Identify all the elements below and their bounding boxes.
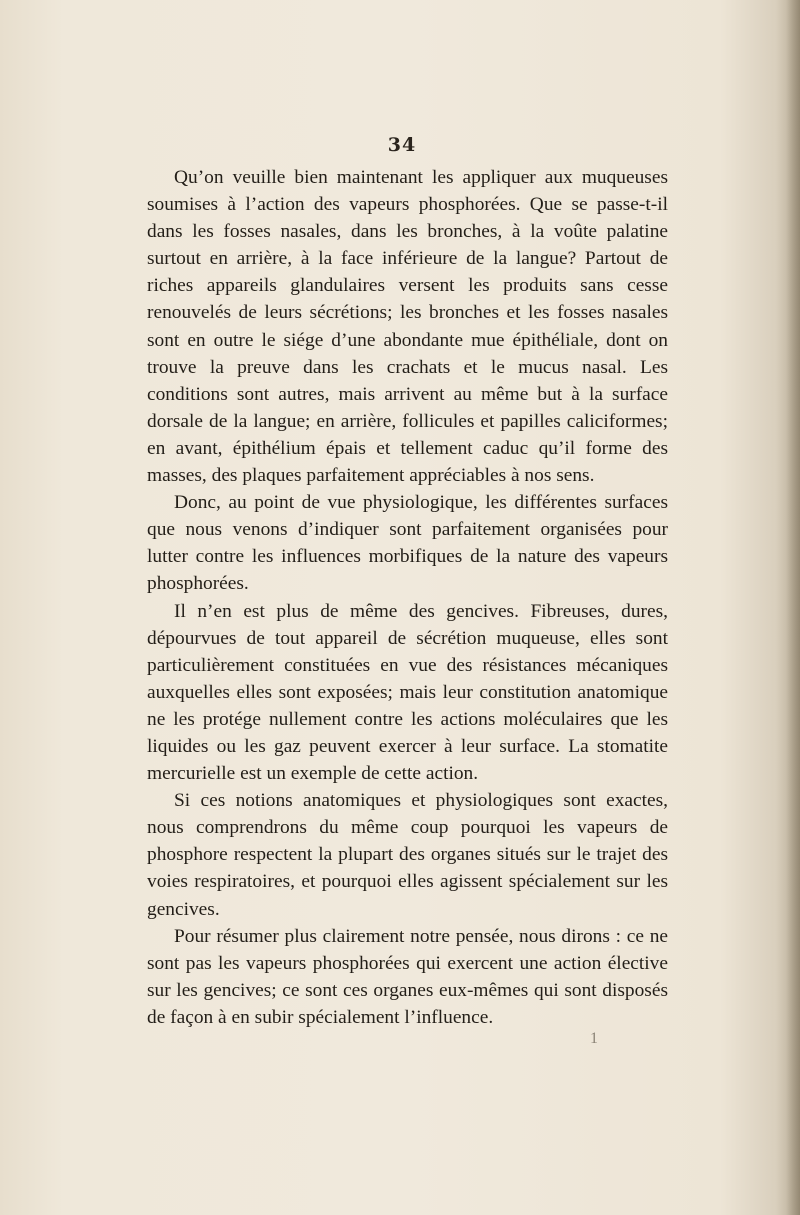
footer-mark: 1 bbox=[590, 1030, 598, 1047]
body-text bbox=[147, 164, 668, 1031]
paragraph-2: Donc, au point de vue physiologique, les différentes surfaces que nous venons d’indiquer sont parfaitement organisées pour lutter contre les influences morbifiques de la nature des vapeurs phosphorées. bbox=[147, 492, 668, 595]
paragraph-5: Pour résumer plus clairement notre pensée, nous dirons : ce ne sont pas les vapeurs phosphorées qui exercent une action élective sur les gencives; ce sont ces organes eux-mêmes qui sont disposés de façon à en subir spécialement l’influence. bbox=[147, 925, 668, 1028]
page-number: 34 bbox=[387, 134, 417, 156]
paragraph-1: Qu’on veuille bien maintenant les appliquer aux muqueuses soumises à l’action des vapeurs phosphorées. Que se passe-t-il dans les fosses nasales, dans les bronches, à la voûte palatine surtout en arrière, à la face inférieure de la langue? Partout de riches appareils glandulaires versent les produits sans cesse renouvelés de leurs sécrétions; les bronches et les fosses nasales sont en outre le siége d’une abondante mue épithéliale, dont on trouve la preuve dans les crachats et le mucus nasal. Les conditions sont autres, mais arrivent au même but à la surface dorsale de la langue; en arrière, follicules et papilles caliciformes; en avant, épithélium épais et tellement caduc qu’il forme des masses, des plaques parfaitement appréciables à nos sens. bbox=[147, 167, 668, 487]
paragraph-4: Si ces notions anatomiques et physiologiques sont exactes, nous comprendrons du même coup pourquoi les vapeurs de phosphore respectent la plupart des organes situés sur le trajet des voies respiratoires, et pourquoi elles agissent spécialement sur les gencives. bbox=[147, 790, 668, 920]
paragraph-3: Il n’en est plus de même des gencives. Fibreuses, dures, dépourvues de tout appareil de sécrétion muqueuse, elles sont particulièrement constituées en vue des résistances mécaniques auxquelles elles sont exposées; mais leur constitution anatomique ne les protége nullement contre les actions moléculaires que les liquides ou les gaz peuvent exercer à leur surface. La stomatite mercurielle est un exemple de cette action. bbox=[147, 600, 668, 785]
